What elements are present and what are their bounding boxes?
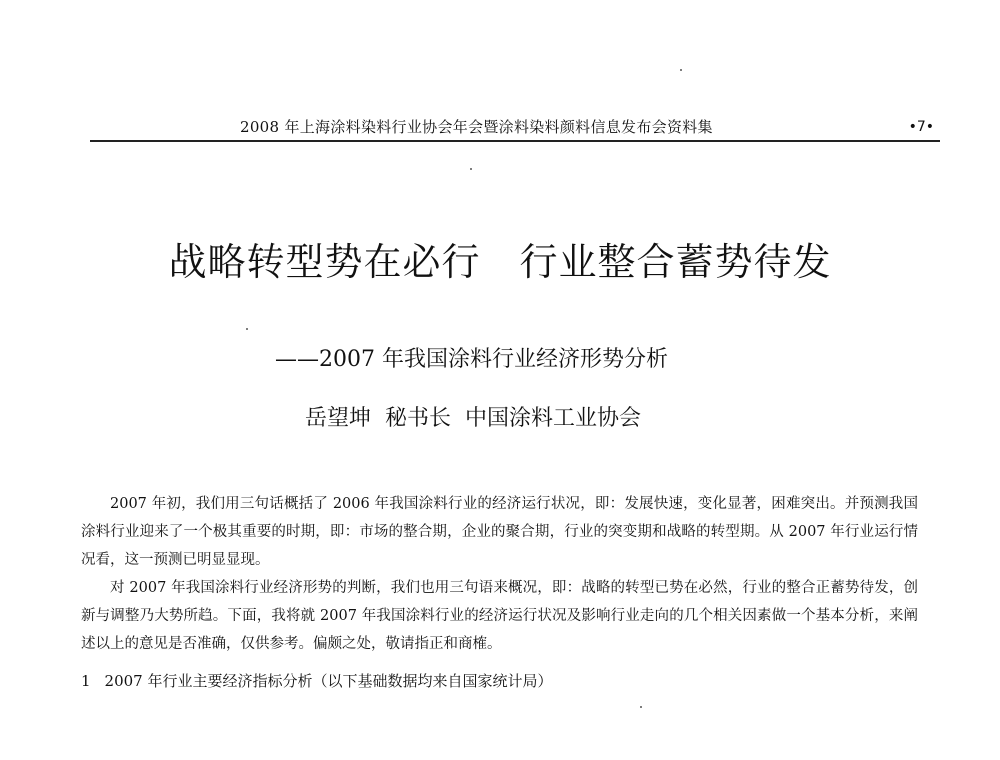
author-role: 秘书长	[385, 406, 452, 431]
article-title: 战略转型势在必行 行业整合蓄势待发	[168, 240, 832, 284]
body-paragraph-2: 对 2007 年我国涂料行业经济形势的判断，我们也用三句语来概况，即：战略的转型已势在必然，行业的整合正蓄势待发，创新与调整乃大势所趋。下面，我将就 2007 年我国涂料行业的经济运行状况及影响行业走向的几个相关因素做一个基本分析，来阐述以上的意见是否准确，仅供参考。偏颇之处，敬请指正和商榷。	[81, 580, 918, 652]
scan-speck	[470, 168, 472, 170]
section-heading	[81, 667, 918, 695]
scan-speck	[640, 706, 642, 708]
section-number: 1	[81, 672, 91, 690]
body-paragraph-1: 2007 年初，我们用三句话概括了 2006 年我国涂料行业的经济运行状况，即：发展快速，变化显著，困难突出。并预测我国涂料行业迎来了一个极其重要的时期，即：市场的整合期，企业的聚合期，行业的突变期和战略的转型期。从 2007 年行业运行情况看，这一预测已明显显现。	[81, 496, 918, 568]
author-name: 岳望坤	[305, 406, 372, 431]
running-header	[90, 114, 940, 142]
section-title: 2007 年行业主要经济指标分析（以下基础数据均来自国家统计局）	[104, 672, 553, 690]
article-body	[81, 490, 918, 695]
scan-speck	[246, 328, 248, 330]
page-number: •7•	[908, 119, 934, 135]
article-subtitle: ——2007 年我国涂料行业经济形势分析	[275, 347, 668, 372]
author-organization: 中国涂料工业协会	[465, 406, 642, 431]
author-line	[305, 404, 655, 434]
scan-speck	[680, 69, 682, 71]
header-title: 2008 年上海涂料染料行业协会年会暨涂料染料颜料信息发布会资料集	[240, 118, 713, 136]
